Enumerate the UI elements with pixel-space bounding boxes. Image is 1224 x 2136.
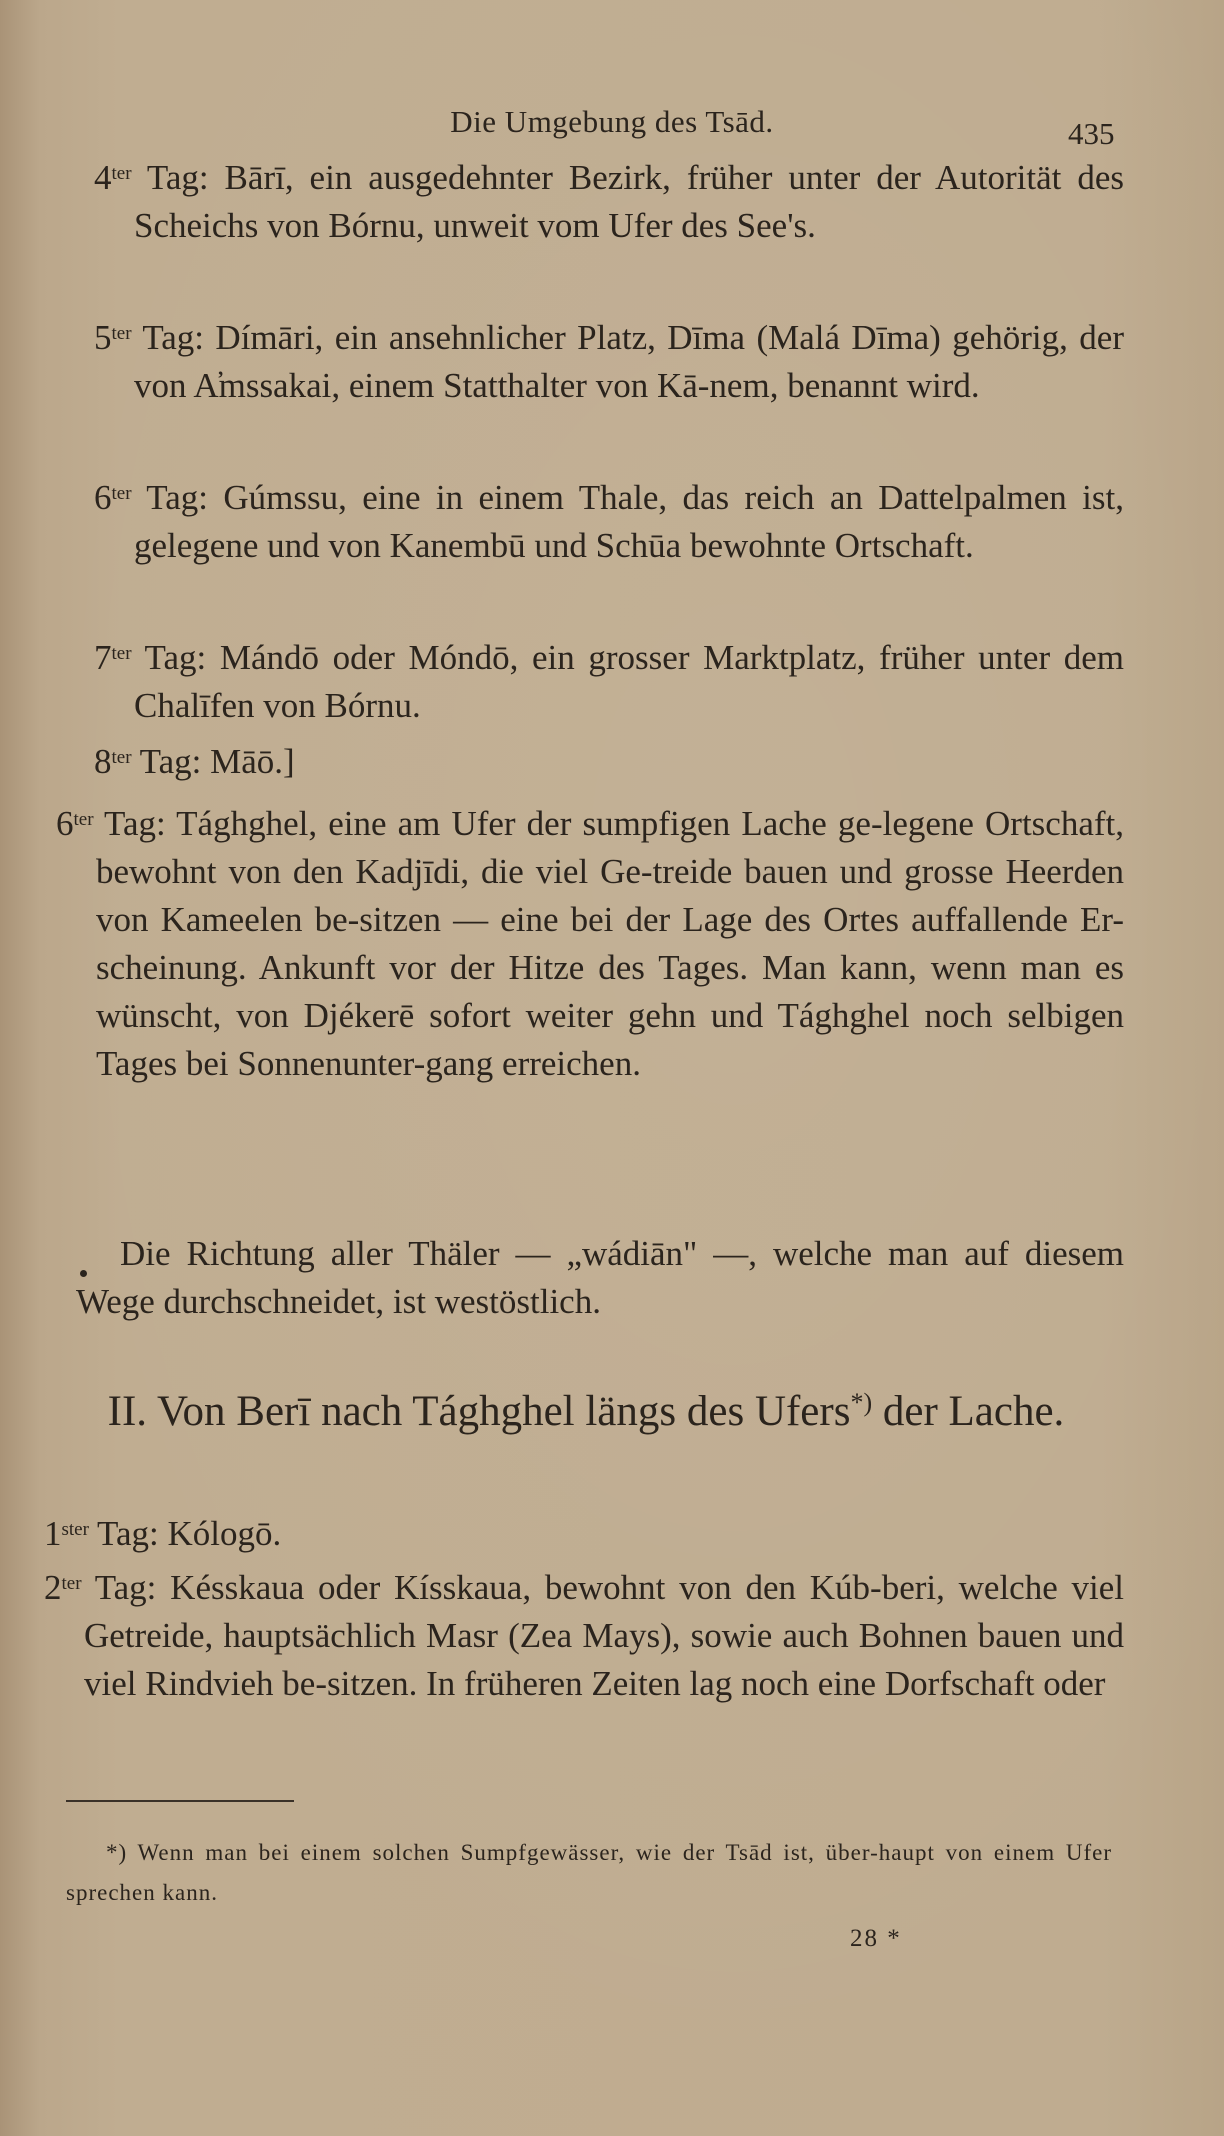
day-entry-section2-1: $1^{ster}$ Tag: Kólogō. bbox=[44, 1514, 282, 1553]
printer-signature: 28 * bbox=[850, 1925, 902, 1952]
page-number: 435 bbox=[1068, 116, 1115, 151]
day-entry-5: $5^{ter}$ Tag: Dímāri, ein ansehnlicher Platz, Dīma (Malá Dīma) gehörig, der von A̕mssakai, einem Statthalter von Kā-nem, benannt wird. bbox=[94, 318, 1124, 405]
day-entry-6: $6^{ter}$ Tag: Gúmssu, eine in einem Thale, das reich an Dattelpalmen ist, gelegene und von Kanembū und Schūa bewohnte Ortschaft. bbox=[94, 478, 1124, 565]
section-heading: II. Von Berī nach Tághghel längs des Ufers*) der Lache. bbox=[107, 1388, 1065, 1435]
day-label: $8^{ter}$ bbox=[94, 742, 132, 781]
day-label: $4^{ter}$ bbox=[94, 158, 132, 197]
day-entry-section2-2: $2^{ter}$ Tag: Késskaua oder Kísskaua, bewohnt von den Kúb-beri, welche viel Getreide, hauptsächlich Masr (Zea Mays), sowie auch Bohnen bauen und viel Rindvieh be-sitzen. In früheren Zeiten lag noch eine Dorfschaft oder bbox=[44, 1568, 1124, 1703]
day-entry-8: $8^{ter}$ Tag: Māō.] bbox=[94, 742, 295, 781]
running-header: Die Umgebung des Tsād. bbox=[450, 104, 774, 139]
footnote-marker: *) bbox=[850, 1388, 873, 1417]
footnote: *) Wenn man bei einem solchen Sumpfgewässer, wie der Tsād ist, über-haupt von einem Ufer sprechen kann. bbox=[66, 1840, 1112, 1905]
paragraph-direction: Die Richtung aller Thäler — „wádiān" —, welche man auf diesem Wege durchschneidet, ist westöstlich. bbox=[76, 1234, 1124, 1321]
day-label: $1^{ster}$ bbox=[44, 1514, 89, 1553]
day-entry-4: $4^{ter}$ Tag: Bārī, ein ausgedehnter Bezirk, früher unter der Autorität des Scheichs von Bórnu, unweit vom Ufer des See's. bbox=[94, 158, 1124, 245]
day-entry-taghghel: $6^{ter}$ Tag: Tághghel, eine am Ufer der sumpfigen Lache ge-legene Ortschaft, bewohnt von den Kadjīdi, die viel Ge-treide bauen und grosse Heerden von Kameelen be-sitzen — eine bei der Lage des Ortes auffallende Er-scheinung. Ankunft vor der Hitze des Tages. Man kann, wenn man es wünscht, von Djékerē sofort weiter gehn und Tághghel noch selbigen Tages bei Sonnenunter-gang erreichen. bbox=[56, 804, 1124, 1083]
day-entry-7: $7^{ter}$ Tag: Mándō oder Móndō, ein grosser Marktplatz, früher unter dem Chalīfen von Bórnu. bbox=[94, 638, 1124, 725]
day-label: $7^{ter}$ bbox=[94, 638, 132, 677]
day-label: $6^{ter}$ bbox=[56, 804, 94, 843]
footnote-rule bbox=[66, 1800, 294, 1802]
day-label: $5^{ter}$ bbox=[94, 318, 132, 357]
day-label: $6^{ter}$ bbox=[94, 478, 132, 517]
day-label: $2^{ter}$ bbox=[44, 1568, 82, 1607]
